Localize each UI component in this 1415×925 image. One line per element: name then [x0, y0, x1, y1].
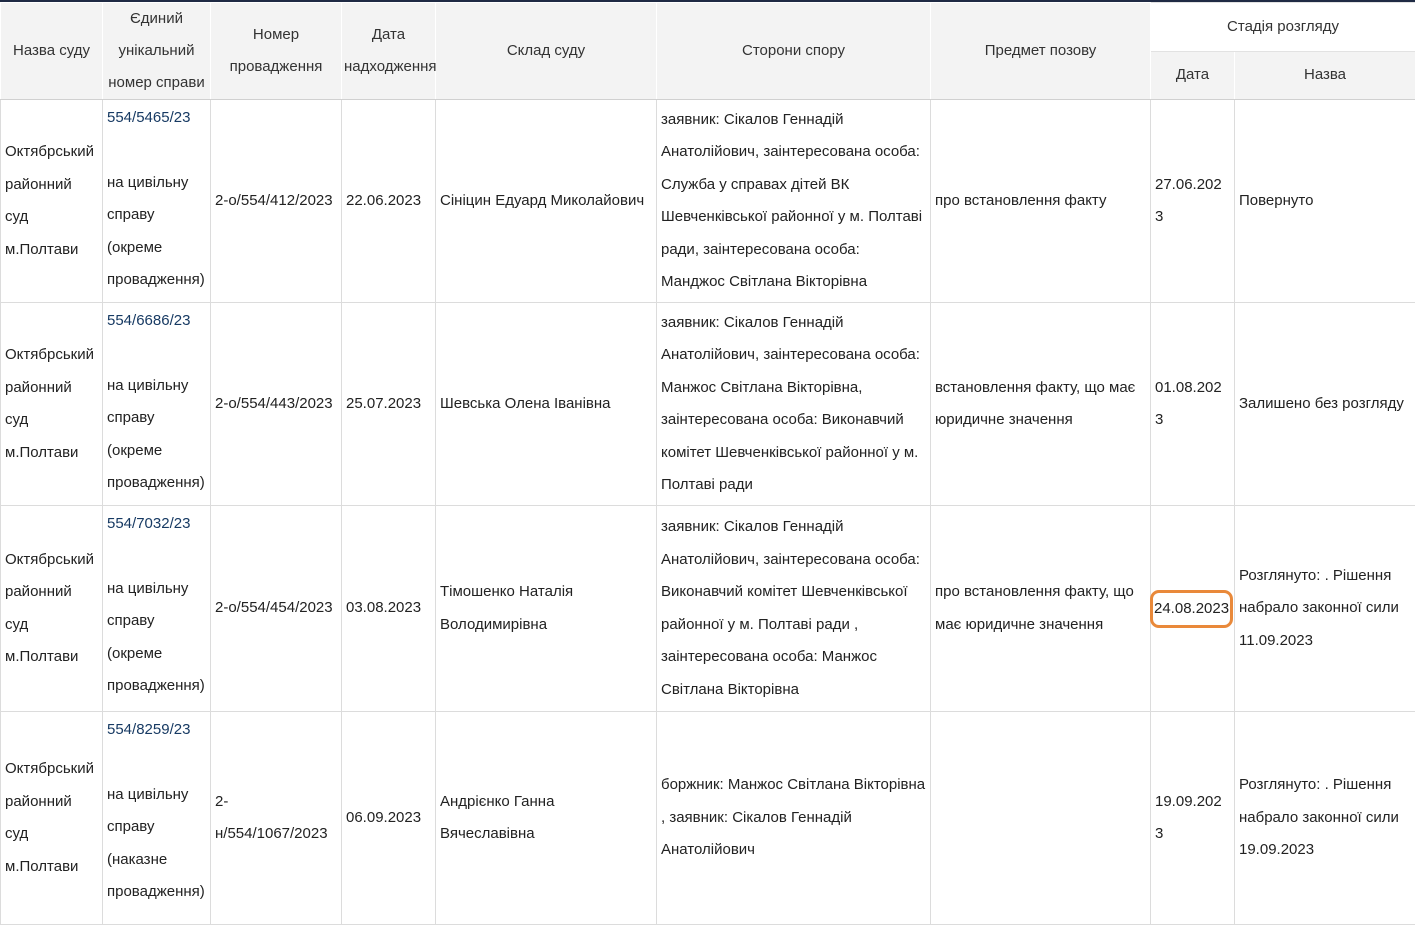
header-parties: Сторони спору	[657, 3, 931, 100]
stage-date: 01.08.2023	[1151, 303, 1235, 506]
parties: заявник: Сікалов Геннадій Анатолійович, заінтересована особа: Служба у справах дітей ВК Шевченківської районної у м. Полтаві ради, заінтересована особа: Манджос Світлана Вікторівна	[657, 100, 931, 303]
case-number-link[interactable]: 554/7032/23	[107, 508, 206, 541]
stage-name: Залишено без розгляду	[1235, 303, 1415, 506]
received-date: 25.07.2023	[342, 303, 436, 506]
court-composition: Шевська Олена Іванівна	[436, 303, 657, 506]
stage-name: Повернуто	[1235, 100, 1415, 303]
court-composition: Тімошенко Наталія Володимирівна	[436, 506, 657, 712]
subject	[931, 712, 1151, 925]
header-court: Назва суду	[1, 3, 103, 100]
court-name: Октябрський районний суд м.Полтави	[1, 506, 103, 712]
subject: про встановлення факту	[931, 100, 1151, 303]
header-composition: Склад суду	[436, 3, 657, 100]
parties: боржник: Манжос Світлана Вікторівна , заявник: Сікалов Геннадій Анатолійович	[657, 712, 931, 925]
court-name: Октябрський районний суд м.Полтави	[1, 100, 103, 303]
header-stage-date: Дата	[1151, 51, 1235, 100]
court-composition: Андрієнко Ганна Вячеславівна	[436, 712, 657, 925]
highlighted-stage-date: 24.08.2023	[1150, 590, 1233, 628]
table-row	[1, 506, 1415, 712]
proceeding-number: 2-о/554/443/2023	[211, 303, 342, 506]
court-name: Октябрський районний суд м.Полтави	[1, 303, 103, 506]
table-row	[1, 100, 1415, 303]
stage-date: 19.09.2023	[1151, 712, 1235, 925]
case-type: на цивільну справу (окреме провадження)	[107, 174, 205, 289]
case-type: на цивільну справу (наказне провадження)	[107, 786, 205, 901]
header-subject: Предмет позову	[931, 3, 1151, 100]
parties: заявник: Сікалов Геннадій Анатолійович, заінтересована особа: Виконавчий комітет Шевченківської районної у м. Полтаві ради , заінтересована особа: Манжос Світлана Вікторівна	[657, 506, 931, 712]
table-row	[1, 712, 1415, 925]
header-proceeding-number: Номер провадження	[211, 3, 342, 100]
received-date: 06.09.2023	[342, 712, 436, 925]
header-received-date: Дата надходження	[342, 3, 436, 100]
proceeding-number: 2-о/554/454/2023	[211, 506, 342, 712]
case-type: на цивільну справу (окреме провадження)	[107, 377, 205, 492]
case-number-cell	[103, 303, 211, 506]
case-number-cell	[103, 506, 211, 712]
received-date: 22.06.2023	[342, 100, 436, 303]
subject: про встановлення факту, що має юридичне значення	[931, 506, 1151, 712]
stage-date-cell	[1151, 506, 1235, 712]
case-number-link[interactable]: 554/5465/23	[107, 102, 206, 135]
header-stage-name: Назва	[1235, 51, 1415, 100]
subject: встановлення факту, що має юридичне значення	[931, 303, 1151, 506]
case-number-link[interactable]: 554/6686/23	[107, 305, 206, 338]
stage-date: 27.06.2023	[1151, 100, 1235, 303]
received-date: 03.08.2023	[342, 506, 436, 712]
header-case-number: Єдиний унікальний номер справи	[103, 3, 211, 100]
court-name: Октябрський районний суд м.Полтави	[1, 712, 103, 925]
proceeding-number: 2-н/554/1067/2023	[211, 712, 342, 925]
case-number-cell	[103, 100, 211, 303]
court-composition: Сініцин Едуард Миколайович	[436, 100, 657, 303]
case-type: на цивільну справу (окреме провадження)	[107, 580, 205, 695]
table-row	[1, 303, 1415, 506]
stage-name: Розглянуто: . Рішення набрало законної сили 19.09.2023	[1235, 712, 1415, 925]
case-number-link[interactable]: 554/8259/23	[107, 714, 206, 747]
stage-name: Розглянуто: . Рішення набрало законної сили 11.09.2023	[1235, 506, 1415, 712]
parties: заявник: Сікалов Геннадій Анатолійович, заінтересована особа: Манжос Світлана Вікторівна, заінтересована особа: Виконавчий комітет Шевченківської районної у м. Полтаві ради	[657, 303, 931, 506]
court-cases-table	[0, 2, 1415, 925]
proceeding-number: 2-о/554/412/2023	[211, 100, 342, 303]
header-stage: Стадія розгляду	[1151, 3, 1415, 52]
case-number-cell	[103, 712, 211, 925]
